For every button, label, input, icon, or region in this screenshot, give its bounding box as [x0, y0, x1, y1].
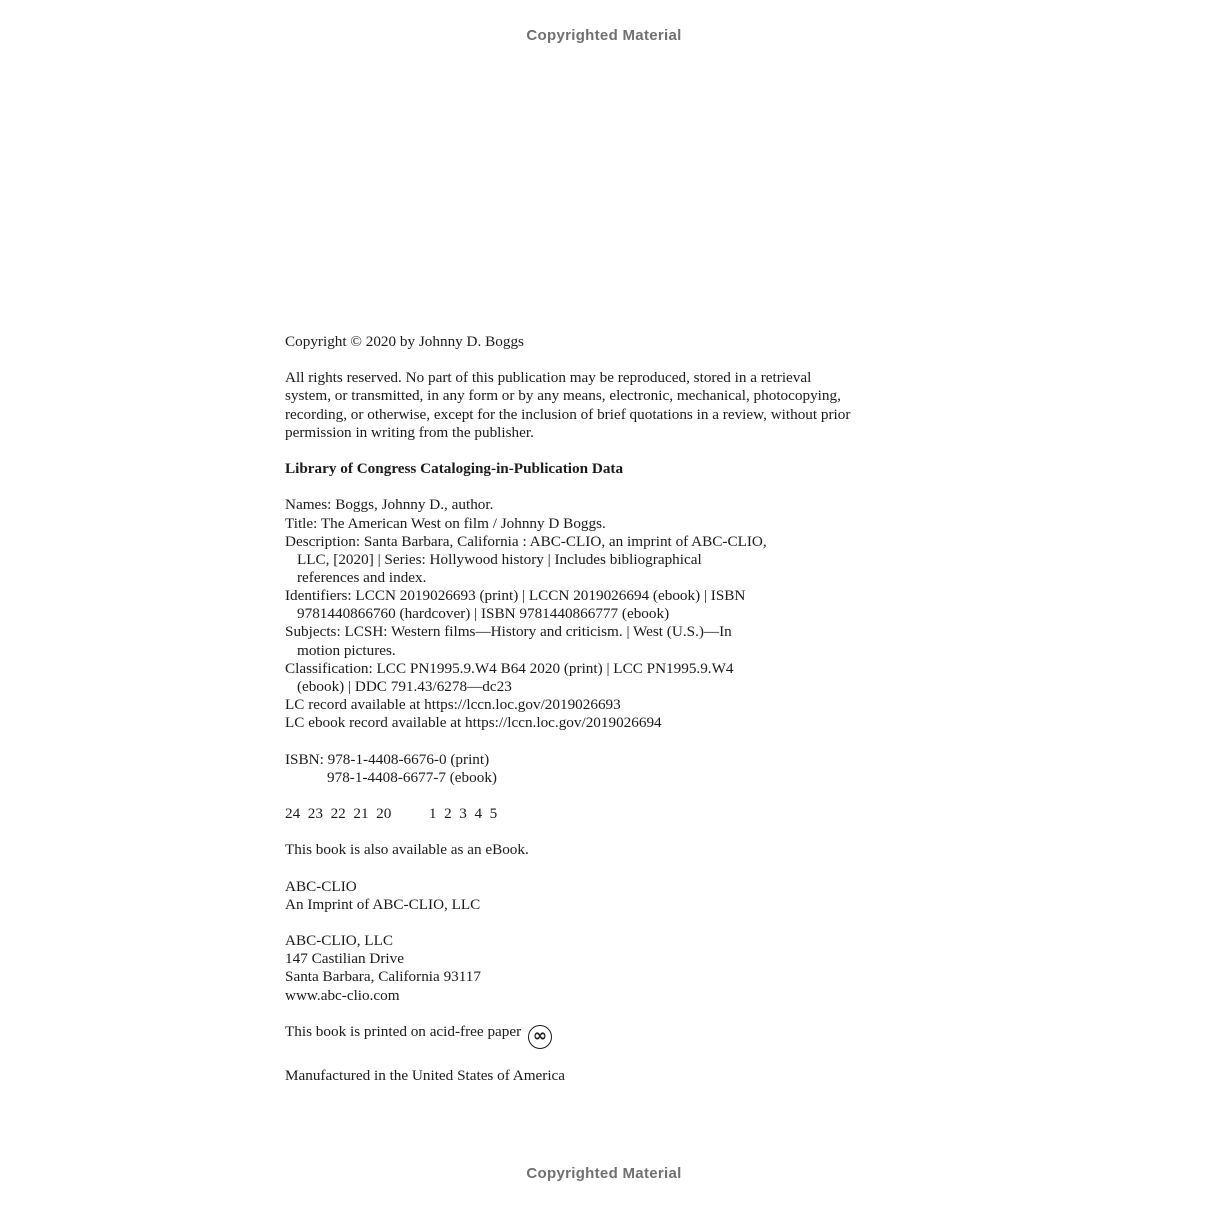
printing-impression: 1: [428, 804, 437, 822]
isbn-ebook: 978-1-4408-6677-7 (ebook): [327, 768, 497, 786]
printing-impression: 5: [489, 804, 498, 822]
cip-subjects: Subjects: LCSH: Western films—History and criticism. | West (U.S.)—In: [285, 623, 732, 641]
copyrighted-material-watermark-bottom: Copyrighted Material: [526, 1165, 682, 1182]
lc-record: LC record available at https://lccn.loc.gov/2019026693: [285, 696, 621, 714]
cip-identifiers: Identifiers: LCCN 2019026693 (print) | LCCN 2019026694 (ebook) | ISBN: [285, 587, 746, 605]
rights-line: system, or transmitted, in any form or by any means, electronic, mechanical, photocopying,: [285, 387, 841, 405]
printing-year: 20: [376, 804, 392, 822]
imprint-line: An Imprint of ABC-CLIO, LLC: [285, 895, 481, 913]
rights-line: recording, or otherwise, except for the inclusion of brief quotations in a review, without prior: [285, 405, 851, 423]
rights-paragraph: [285, 369, 885, 442]
imprint-block: [285, 878, 885, 914]
cip-description: Description: Santa Barbara, California : ABC-CLIO, an imprint of ABC-CLIO,: [285, 532, 767, 550]
cip-description-cont: LLC, [2020] | Series: Hollywood history | Includes bibliographical: [297, 550, 702, 568]
cip-classification: Classification: LCC PN1995.9.W4 B64 2020 (print) | LCC PN1995.9.W4: [285, 659, 734, 677]
printing-year: 22: [330, 804, 346, 822]
publisher-website: www.abc-clio.com: [285, 986, 400, 1004]
copyright-page: [285, 333, 885, 1085]
cip-block: [285, 496, 885, 732]
cip-title: Title: The American West on film / Johnny D Boggs.: [285, 514, 606, 532]
printing-year: 23: [307, 804, 323, 822]
lc-ebook-record: LC ebook record available at https://lccn.loc.gov/2019026694: [285, 714, 662, 732]
printing-year: 21: [353, 804, 369, 822]
paper-note: This book is printed on acid-free paper: [285, 1022, 522, 1040]
copyrighted-material-watermark-top: Copyrighted Material: [526, 27, 682, 44]
publisher-address: [285, 932, 885, 1005]
manufactured-line: Manufactured in the United States of America: [285, 1066, 566, 1084]
cip-subjects-cont: motion pictures.: [297, 641, 396, 659]
cip-identifiers-cont: 9781440866760 (hardcover) | ISBN 9781440866777 (ebook): [297, 605, 670, 623]
cip-names: Names: Boggs, Johnny D., author.: [285, 496, 494, 514]
ebook-note: This book is also available as an eBook.: [285, 841, 529, 859]
address-line: 147 Castilian Drive: [285, 950, 404, 968]
address-line: ABC-CLIO, LLC: [285, 932, 393, 950]
paper-note-line: [285, 1023, 885, 1049]
cip-classification-cont: (ebook) | DDC 791.43/6278—dc23: [297, 677, 512, 695]
cip-heading: Library of Congress Cataloging-in-Publication Data: [285, 460, 624, 478]
cip-description-cont: references and index.: [297, 568, 427, 586]
isbn-print: ISBN: 978-1-4408-6676-0 (print): [285, 750, 490, 768]
rights-line: All rights reserved. No part of this publication may be reproduced, stored in a retrieval: [285, 369, 812, 387]
printing-impression: 2: [444, 804, 452, 822]
printing-line: [285, 805, 885, 823]
isbn-block: [285, 751, 885, 787]
rights-line: permission in writing from the publisher.: [285, 423, 534, 441]
copyright-line: Copyright © 2020 by Johnny D. Boggs: [285, 333, 524, 350]
printing-impression: 4: [474, 804, 483, 822]
printing-impression: 3: [459, 804, 467, 822]
acid-free-infinity-icon: ∞: [528, 1025, 552, 1049]
address-line: Santa Barbara, California 93117: [285, 968, 481, 986]
imprint-name: ABC-CLIO: [285, 877, 357, 895]
printing-year: 24: [285, 804, 301, 822]
